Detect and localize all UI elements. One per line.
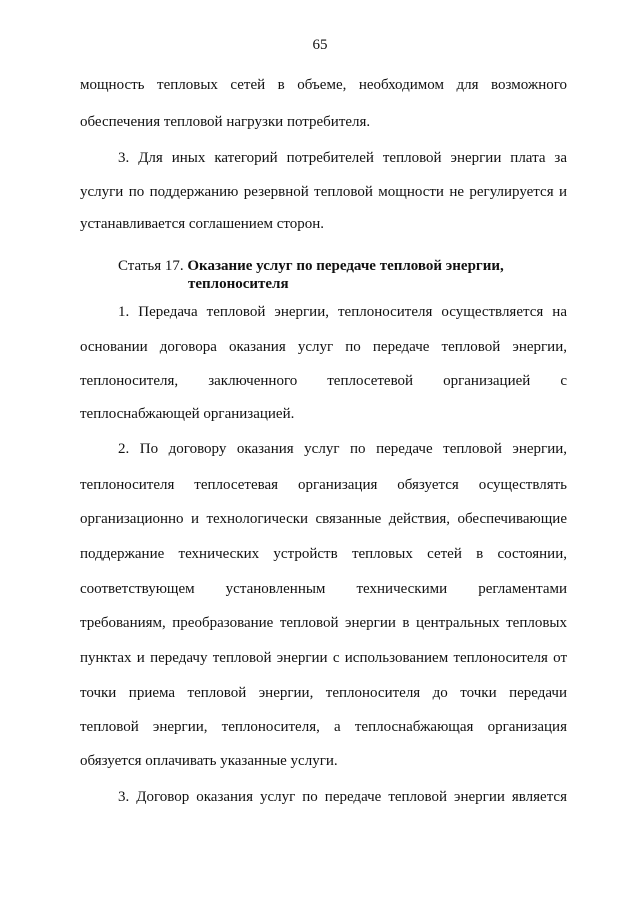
text-line: организационно и технологически связанные действия, обеспечивающие — [80, 511, 567, 527]
text-line: теплоносителя теплосетевая организация обязуется осуществлять — [80, 477, 567, 493]
text-line: теплоснабжающей организацией. — [80, 406, 295, 422]
article-title: Оказание услуг по передаче тепловой энергии, — [187, 258, 504, 274]
article-heading — [118, 257, 567, 275]
text-line: основании договора оказания услуг по передаче тепловой энергии, — [80, 339, 567, 355]
text-line: теплоносителя, заключенного теплосетевой организацией с — [80, 373, 567, 389]
text-line: тепловой энергии, теплоносителя, а теплоснабжающая организация — [80, 719, 567, 735]
article-title-continuation: теплоносителя — [188, 276, 289, 292]
text-line: соответствующем установленным техническими регламентами — [80, 581, 567, 597]
text-line: точки приема тепловой энергии, теплоносителя до точки передачи — [80, 685, 567, 701]
text-line: 3. Договор оказания услуг по передаче тепловой энергии является — [118, 789, 567, 805]
text-line: пунктах и передачу тепловой энергии с использованием теплоносителя от — [80, 650, 567, 666]
article-label: Статья 17. — [118, 258, 184, 274]
text-line: обеспечения тепловой нагрузки потребителя. — [80, 114, 371, 130]
text-line: устанавливается соглашением сторон. — [80, 216, 325, 232]
text-line: 1. Передача тепловой энергии, теплоносителя осуществляется на — [118, 304, 567, 320]
text-line: услуги по поддержанию резервной тепловой мощности не регулируется и — [80, 184, 567, 200]
text-line: 2. По договору оказания услуг по передаче тепловой энергии, — [118, 441, 567, 457]
text-line: обязуется оплачивать указанные услуги. — [80, 753, 338, 769]
text-line: требованиям, преобразование тепловой энергии в центральных тепловых — [80, 615, 567, 631]
page-number: 65 — [312, 37, 328, 53]
text-line: мощность тепловых сетей в объеме, необходимом для возможного — [80, 77, 567, 93]
text-line: поддержание технических устройств тепловых сетей в состоянии, — [80, 546, 567, 562]
text-line: 3. Для иных категорий потребителей тепловой энергии плата за — [118, 150, 567, 166]
